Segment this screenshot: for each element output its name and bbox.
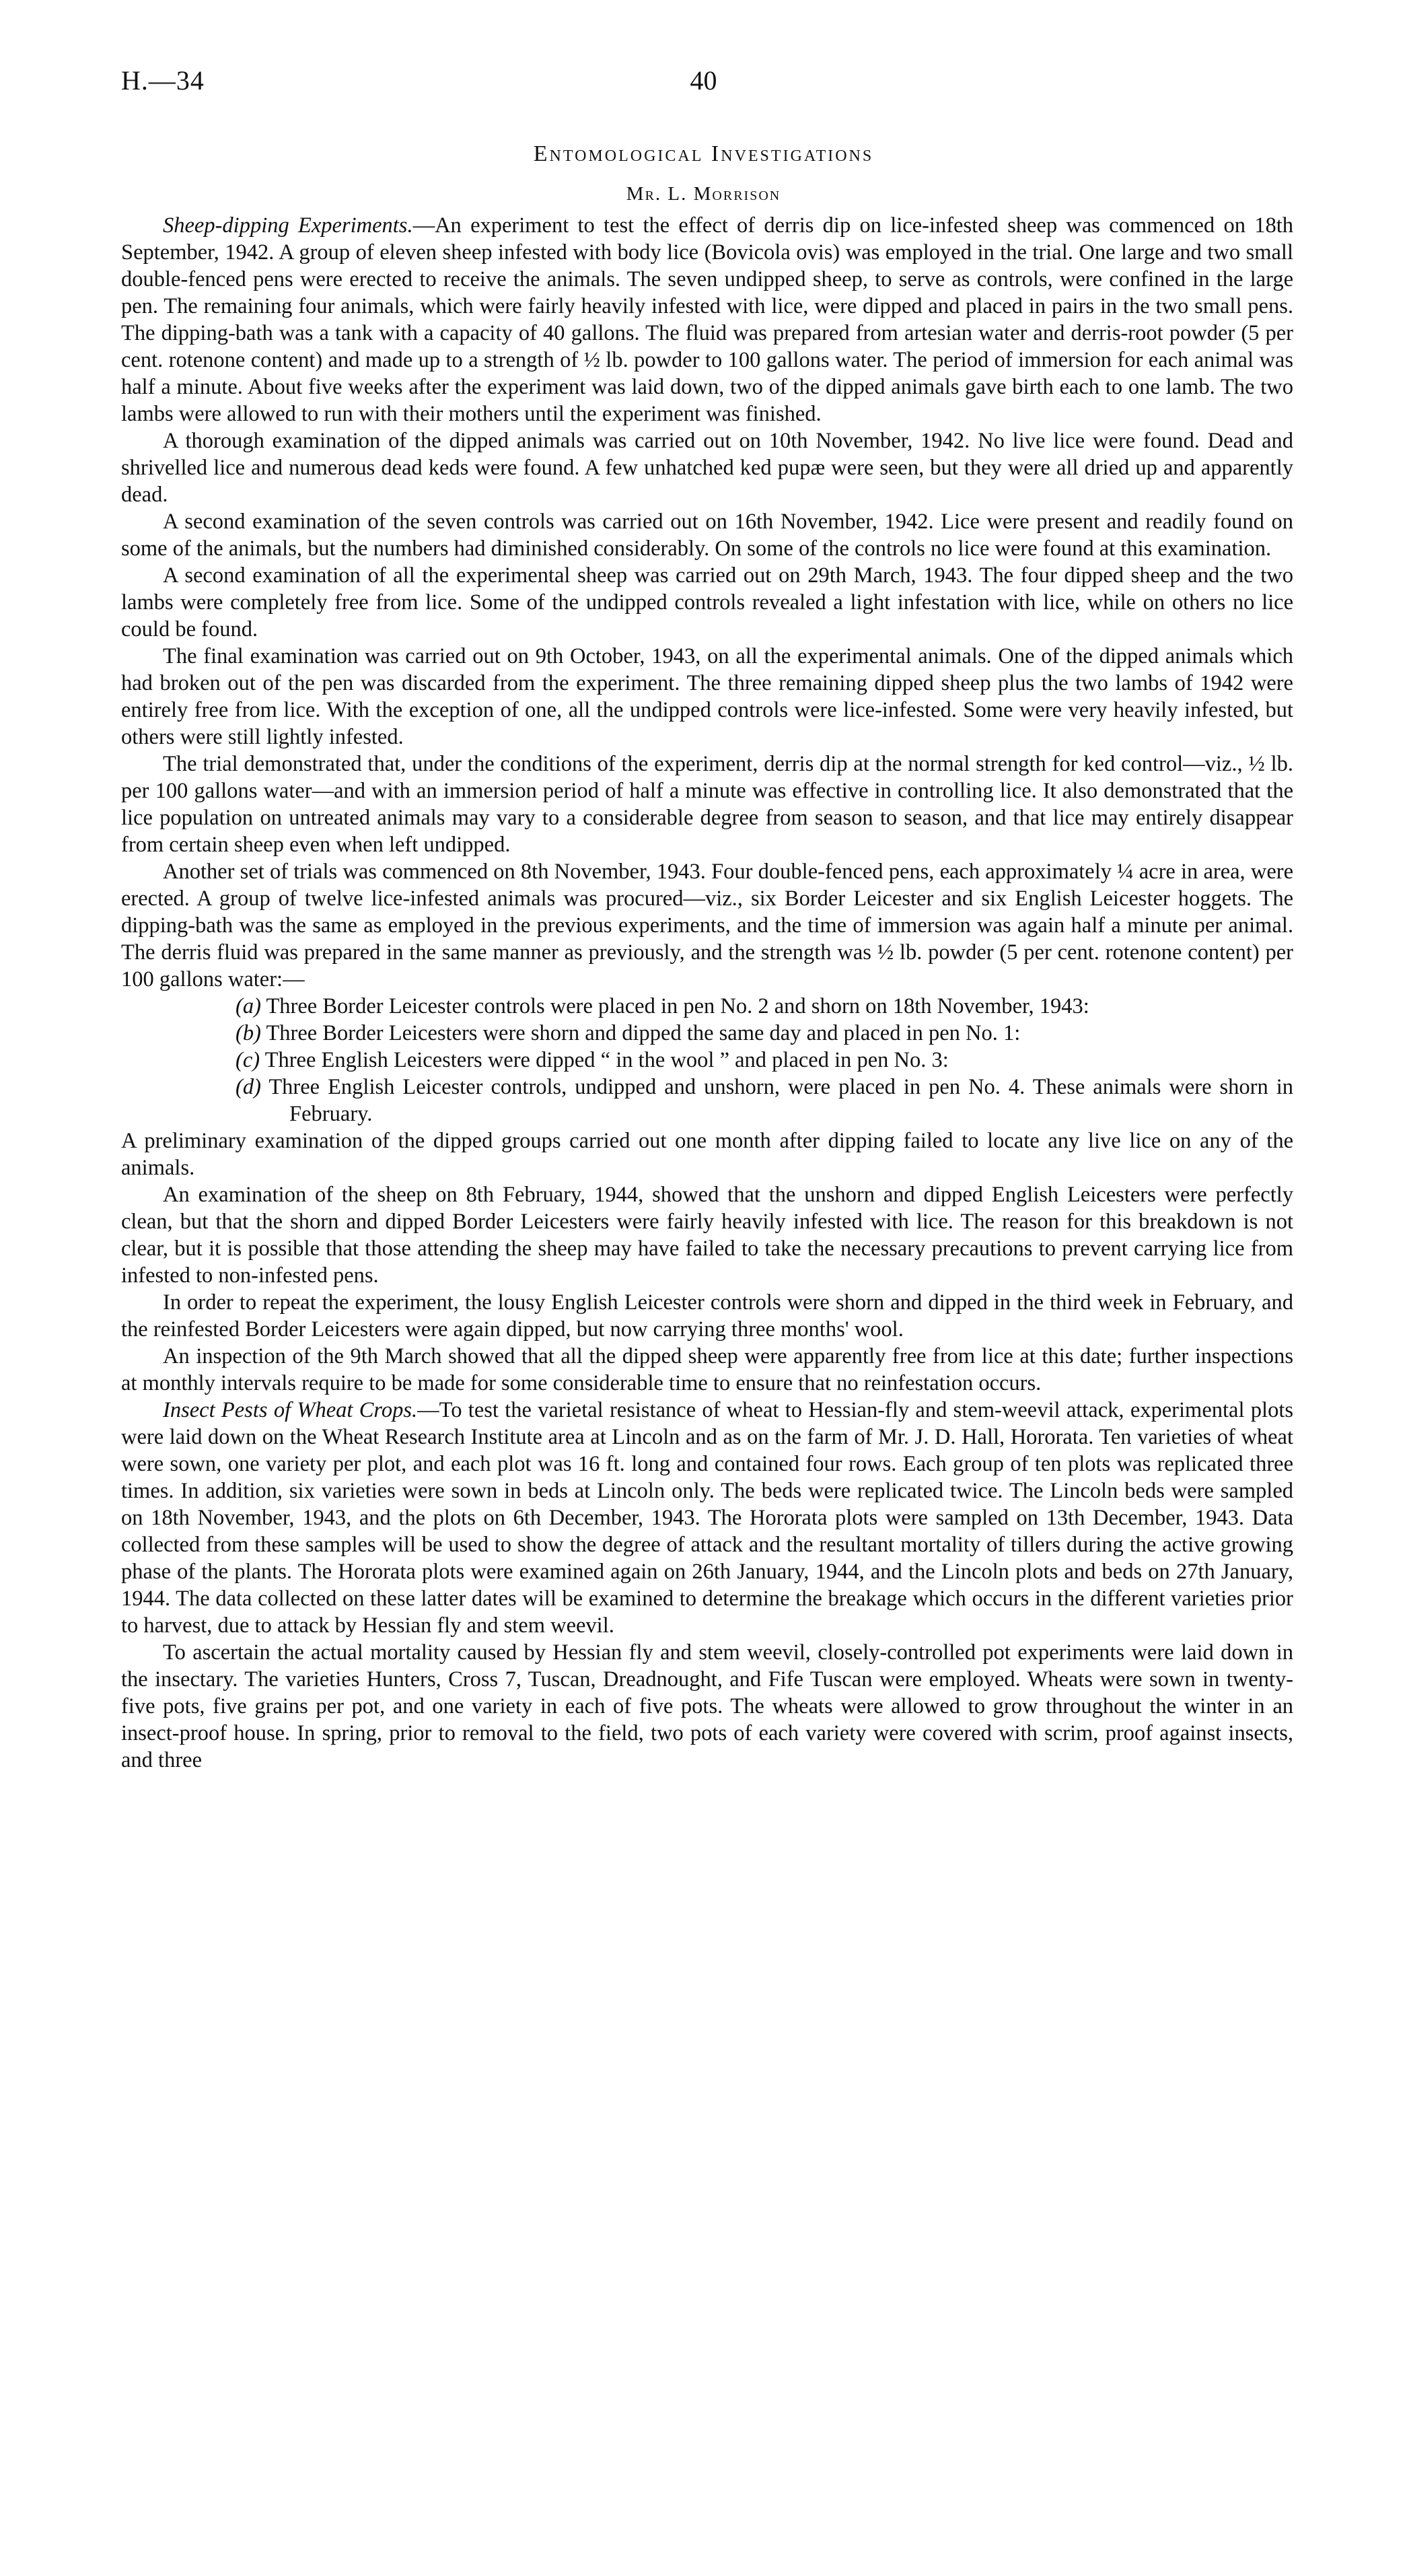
list-item: [121, 1020, 1293, 1047]
paragraph-text: —To test the varietal resistance of wheat to Hessian-fly and stem-weevil attack, experimental plots were laid down on the Wheat Research Institute area at Lincoln and as on the farm of Mr. J. D. Hall, Hororata. Ten varieties of wheat were sown, one variety per plot, and each plot was 16 ft. long and contained four rows. Each group of ten plots was replicated three times. In addition, six varieties were sown in beds at Lincoln only. The beds were replicated twice. The Lincoln beds were sampled on 18th November, 1943, and the plots on 6th December, 1943. The Hororata plots were sampled on 13th December, 1943. Data collected from these samples will be used to show the degree of attack and the resultant mortality of tillers during the active growing phase of the plants. The Hororata plots were examined again on 26th January, 1944, and the Lincoln plots and beds on 27th January, 1944. The data collected on these latter dates will be examined to determine the breakage which occurs in the different varieties prior to harvest, due to attack by Hessian fly and stem weevil.: [121, 1398, 1293, 1638]
section-title: Entomological Investigations: [533, 141, 874, 166]
list-item-text: Three English Leicesters were dipped “ in the wool ” and placed in pen No. 3:: [264, 1048, 949, 1072]
list-item: [121, 1074, 1293, 1127]
paragraph: A second examination of the seven controls was carried out on 16th November, 1942. Lice were present and readily found on some of the animals, but the numbers had diminished considerably. On some of the controls no lice were found at this examination.: [121, 510, 1293, 561]
list-item-label: (b): [236, 1021, 261, 1045]
paragraph: A preliminary examination of the dipped groups carried out one month after dipping failed to locate any live lice on any of the animals.: [121, 1129, 1293, 1180]
list-item-label: (a): [236, 994, 261, 1018]
paragraph: A second examination of all the experimental sheep was carried out on 29th March, 1943. The four dipped sheep and the two lambs were completely free from lice. Some of the undipped controls revealed a light infestation with lice, while on others no lice could be found.: [121, 563, 1293, 641]
paragraph: Another set of trials was commenced on 8th November, 1943. Four double-fenced pens, each approximately ¼ acre in area, were erected. A group of twelve lice-infested animals was procured—viz., six Border Leicester and six English Leicester hoggets. The dipping-bath was the same as employed in the previous experiments, and the time of immersion was again half a minute per animal. The derris fluid was prepared in the same manner as previously, and the strength was ½ lb. powder (5 per cent. rotenone content) per 100 gallons water:—: [121, 860, 1293, 991]
list-item: [121, 993, 1293, 1020]
author-line: Mr. L. Morrison: [626, 183, 781, 205]
list-item-text: Three Border Leicesters were shorn and dipped the same day and placed in pen No. 1:: [266, 1021, 1021, 1045]
subheading-wheat-pests: Insect Pests of Wheat Crops.: [163, 1398, 418, 1422]
article-body: [121, 212, 1293, 1774]
list-item-text: Three Border Leicester controls were placed in pen No. 2 and shorn on 18th November, 1943:: [266, 994, 1089, 1018]
paragraph: [121, 1397, 1293, 1639]
paragraph: To ascertain the actual mortality caused by Hessian fly and stem weevil, closely-controlled pot experiments were laid down in the insectary. The varieties Hunters, Cross 7, Tuscan, Dreadnought, and Fife Tuscan were employed. Wheats were sown in twenty-five pots, five grains per pot, and one variety in each of five pots. The wheats were allowed to grow throughout the winter in an insect-proof house. In spring, prior to removal to the field, two pots of each variety were covered with scrim, proof against insects, and three: [121, 1640, 1293, 1772]
paragraph: The final examination was carried out on 9th October, 1943, on all the experimental animals. One of the dipped animals which had broken out of the pen was discarded from the experiment. The three remaining dipped sheep plus the two lambs of 1942 were entirely free from lice. With the exception of one, all the undipped controls were lice-infested. Some were very heavily infested, but others were still lightly infested.: [121, 644, 1293, 749]
list-item: [121, 1047, 1293, 1074]
list-item-label: (c): [236, 1048, 260, 1072]
paragraph: An examination of the sheep on 8th February, 1944, showed that the unshorn and dipped English Leicesters were perfectly clean, but that the shorn and dipped Border Leicesters were fairly heavily infested with lice. The reason for this breakdown is not clear, but it is possible that those attending the sheep may have failed to take the necessary precautions to prevent carrying lice from infested to non-infested pens.: [121, 1183, 1293, 1288]
page-reference: H.—34: [121, 65, 205, 96]
paragraph: In order to repeat the experiment, the lousy English Leicester controls were shorn and dipped in the third week in February, and the reinfested Border Leicesters were again dipped, but now carrying three months' wool.: [121, 1290, 1293, 1342]
paragraph: A thorough examination of the dipped animals was carried out on 10th November, 1942. No live lice were found. Dead and shrivelled lice and numerous dead keds were found. A few unhatched ked pupæ were seen, but they were all dried up and apparently dead.: [121, 429, 1293, 507]
subheading-sheep-dipping: Sheep-dipping Experiments.: [163, 213, 413, 238]
treatment-list: [121, 993, 1293, 1127]
paragraph-text: —An experiment to test the effect of derris dip on lice-infested sheep was commenced on 18th September, 1942. A group of eleven sheep infested with body lice (Bovicola ovis) was employed in the trial. One large and two small double-fenced pens were erected to receive the animals. The seven undipped sheep, to serve as controls, were confined in the large pen. The remaining four animals, which were fairly heavily infested with lice, were dipped and placed in pairs in the two small pens. The dipping-bath was a tank with a capacity of 40 gallons. The fluid was prepared from artesian water and derris-root powder (5 per cent. rotenone content) and made up to a strength of ½ lb. powder to 100 gallons water. The period of immersion for each animal was half a minute. About five weeks after the experiment was laid down, two of the dipped animals gave birth each to one lamb. The two lambs were allowed to run with their mothers until the experiment was finished.: [121, 213, 1293, 426]
paragraph: An inspection of the 9th March showed that all the dipped sheep were apparently free from lice at this date; further inspections at monthly intervals require to be made for some considerable time to ensure that no reinfestation occurs.: [121, 1344, 1293, 1395]
paragraph: [121, 212, 1293, 427]
page-number: 40: [690, 65, 717, 96]
list-item-text: Three English Leicester controls, undipped and unshorn, were placed in pen No. 4. These animals were shorn in February.: [268, 1075, 1293, 1126]
list-item-label: (d): [236, 1075, 261, 1099]
paragraph: The trial demonstrated that, under the conditions of the experiment, derris dip at the normal strength for ked control—viz., ½ lb. per 100 gallons water—and with an immersion period of half a minute was effective in controlling lice. It also demonstrated that the lice population on untreated animals may vary to a considerable degree from season to season, and that lice may entirely disappear from certain sheep even when left undipped.: [121, 752, 1293, 857]
